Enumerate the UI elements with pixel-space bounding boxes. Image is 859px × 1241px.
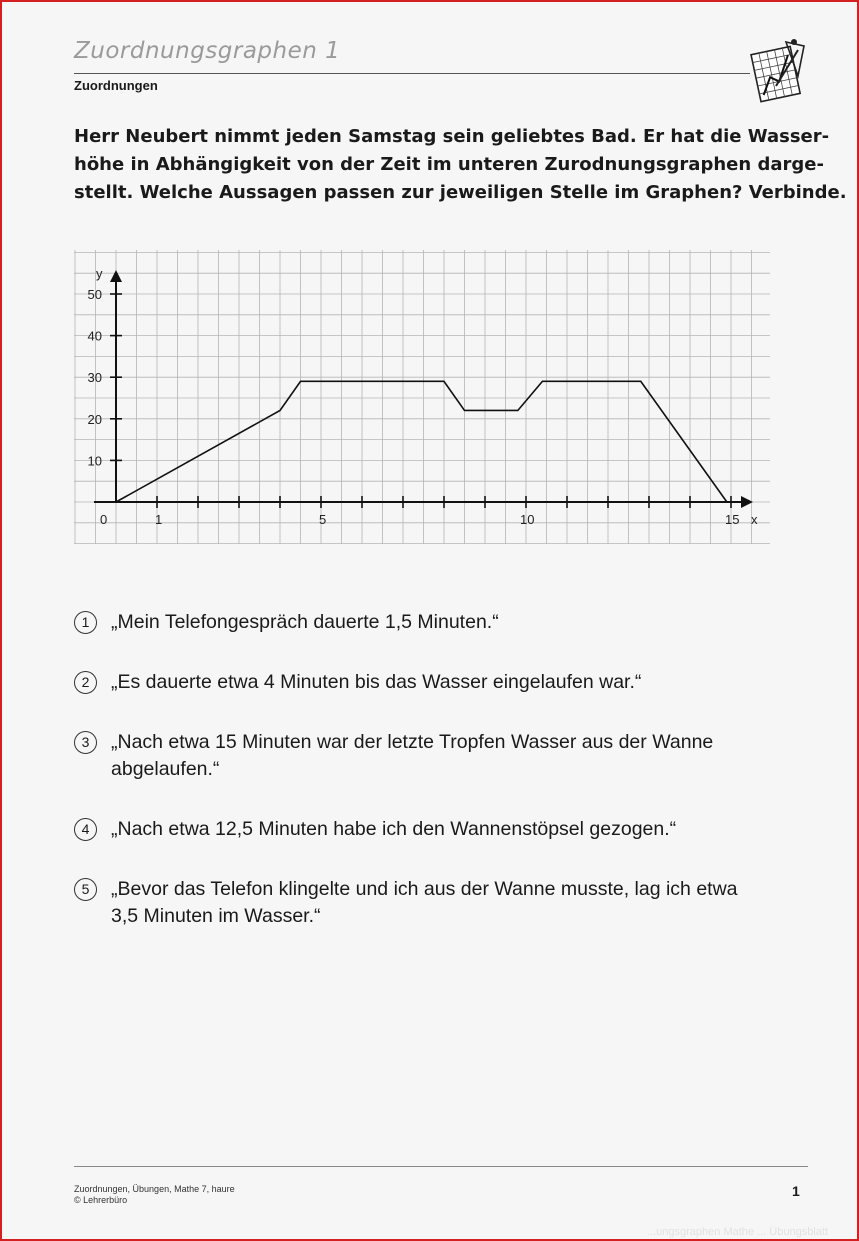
statement-item[interactable] — [74, 876, 804, 930]
worksheet-title: Zuordnungsgraphen 1 — [74, 38, 341, 64]
footer-credits — [74, 1184, 235, 1206]
y-axis-arrow — [110, 270, 122, 282]
statement-number: 2 — [74, 671, 97, 694]
x-tick-label: 15 — [725, 512, 740, 527]
watermark: ...ungsgraphen Mathe ... Übungsblatt — [647, 1226, 829, 1238]
statement-list — [74, 609, 804, 930]
footer-divider — [74, 1166, 808, 1167]
statement-text: „Nach etwa 15 Minuten war der letzte Tropfen Wasser aus der Wanne — [111, 731, 714, 753]
water-level-graph — [74, 250, 774, 546]
task-instructions — [74, 123, 847, 207]
task-line: höhe in Abhängigkeit von der Zeit im unteren Zurodnungsgraphen darge- — [74, 154, 824, 175]
graph-paper-compass-icon — [746, 36, 810, 106]
title-divider — [74, 73, 750, 74]
footer-source: Zuordnungen, Übungen, Mathe 7, haure — [74, 1184, 235, 1194]
y-tick-label: 30 — [87, 370, 102, 386]
y-tick-label: 50 — [87, 287, 102, 302]
task-line: stellt. Welche Aussagen passen zur jeweiligen Stelle im Graphen? Verbinde. — [74, 182, 847, 203]
task-line: Herr Neubert nimmt jeden Samstag sein geliebtes Bad. Er hat die Wasser- — [74, 126, 830, 147]
statement-text: „Nach etwa 12,5 Minuten habe ich den Wannenstöpsel gezogen.“ — [111, 818, 677, 840]
statement-text: 3,5 Minuten im Wasser.“ — [111, 905, 321, 927]
page-number: 1 — [792, 1183, 800, 1199]
y-tick-label: 10 — [87, 453, 102, 469]
worksheet-subtitle: Zuordnungen — [74, 78, 158, 93]
statement-number: 5 — [74, 878, 97, 901]
statement-item[interactable] — [74, 609, 804, 636]
statement-item[interactable] — [74, 816, 804, 843]
statement-text: abgelaufen.“ — [111, 758, 220, 780]
statement-item[interactable] — [74, 669, 804, 696]
statement-text: „Es dauerte etwa 4 Minuten bis das Wasser eingelaufen war.“ — [111, 671, 642, 693]
x-tick-label: 0 — [100, 512, 108, 527]
x-tick-label: 1 — [155, 512, 163, 527]
statement-number: 1 — [74, 611, 97, 634]
footer-copyright: © Lehrerbüro — [74, 1195, 128, 1205]
statement-text: „Bevor das Telefon klingelte und ich aus der Wanne musste, lag ich etwa — [111, 878, 738, 900]
water-level-line — [116, 381, 727, 502]
statement-number: 4 — [74, 818, 97, 841]
y-tick-label: 20 — [87, 411, 102, 427]
x-tick-label: 5 — [319, 512, 327, 527]
x-tick-label: 10 — [520, 512, 535, 527]
statement-number: 3 — [74, 731, 97, 754]
x-axis-label: x — [751, 512, 758, 527]
y-axis-label: y — [96, 266, 103, 281]
statement-item[interactable] — [74, 729, 804, 783]
statement-text: „Mein Telefongespräch dauerte 1,5 Minuten.“ — [111, 611, 499, 633]
y-tick-label: 40 — [87, 328, 102, 344]
